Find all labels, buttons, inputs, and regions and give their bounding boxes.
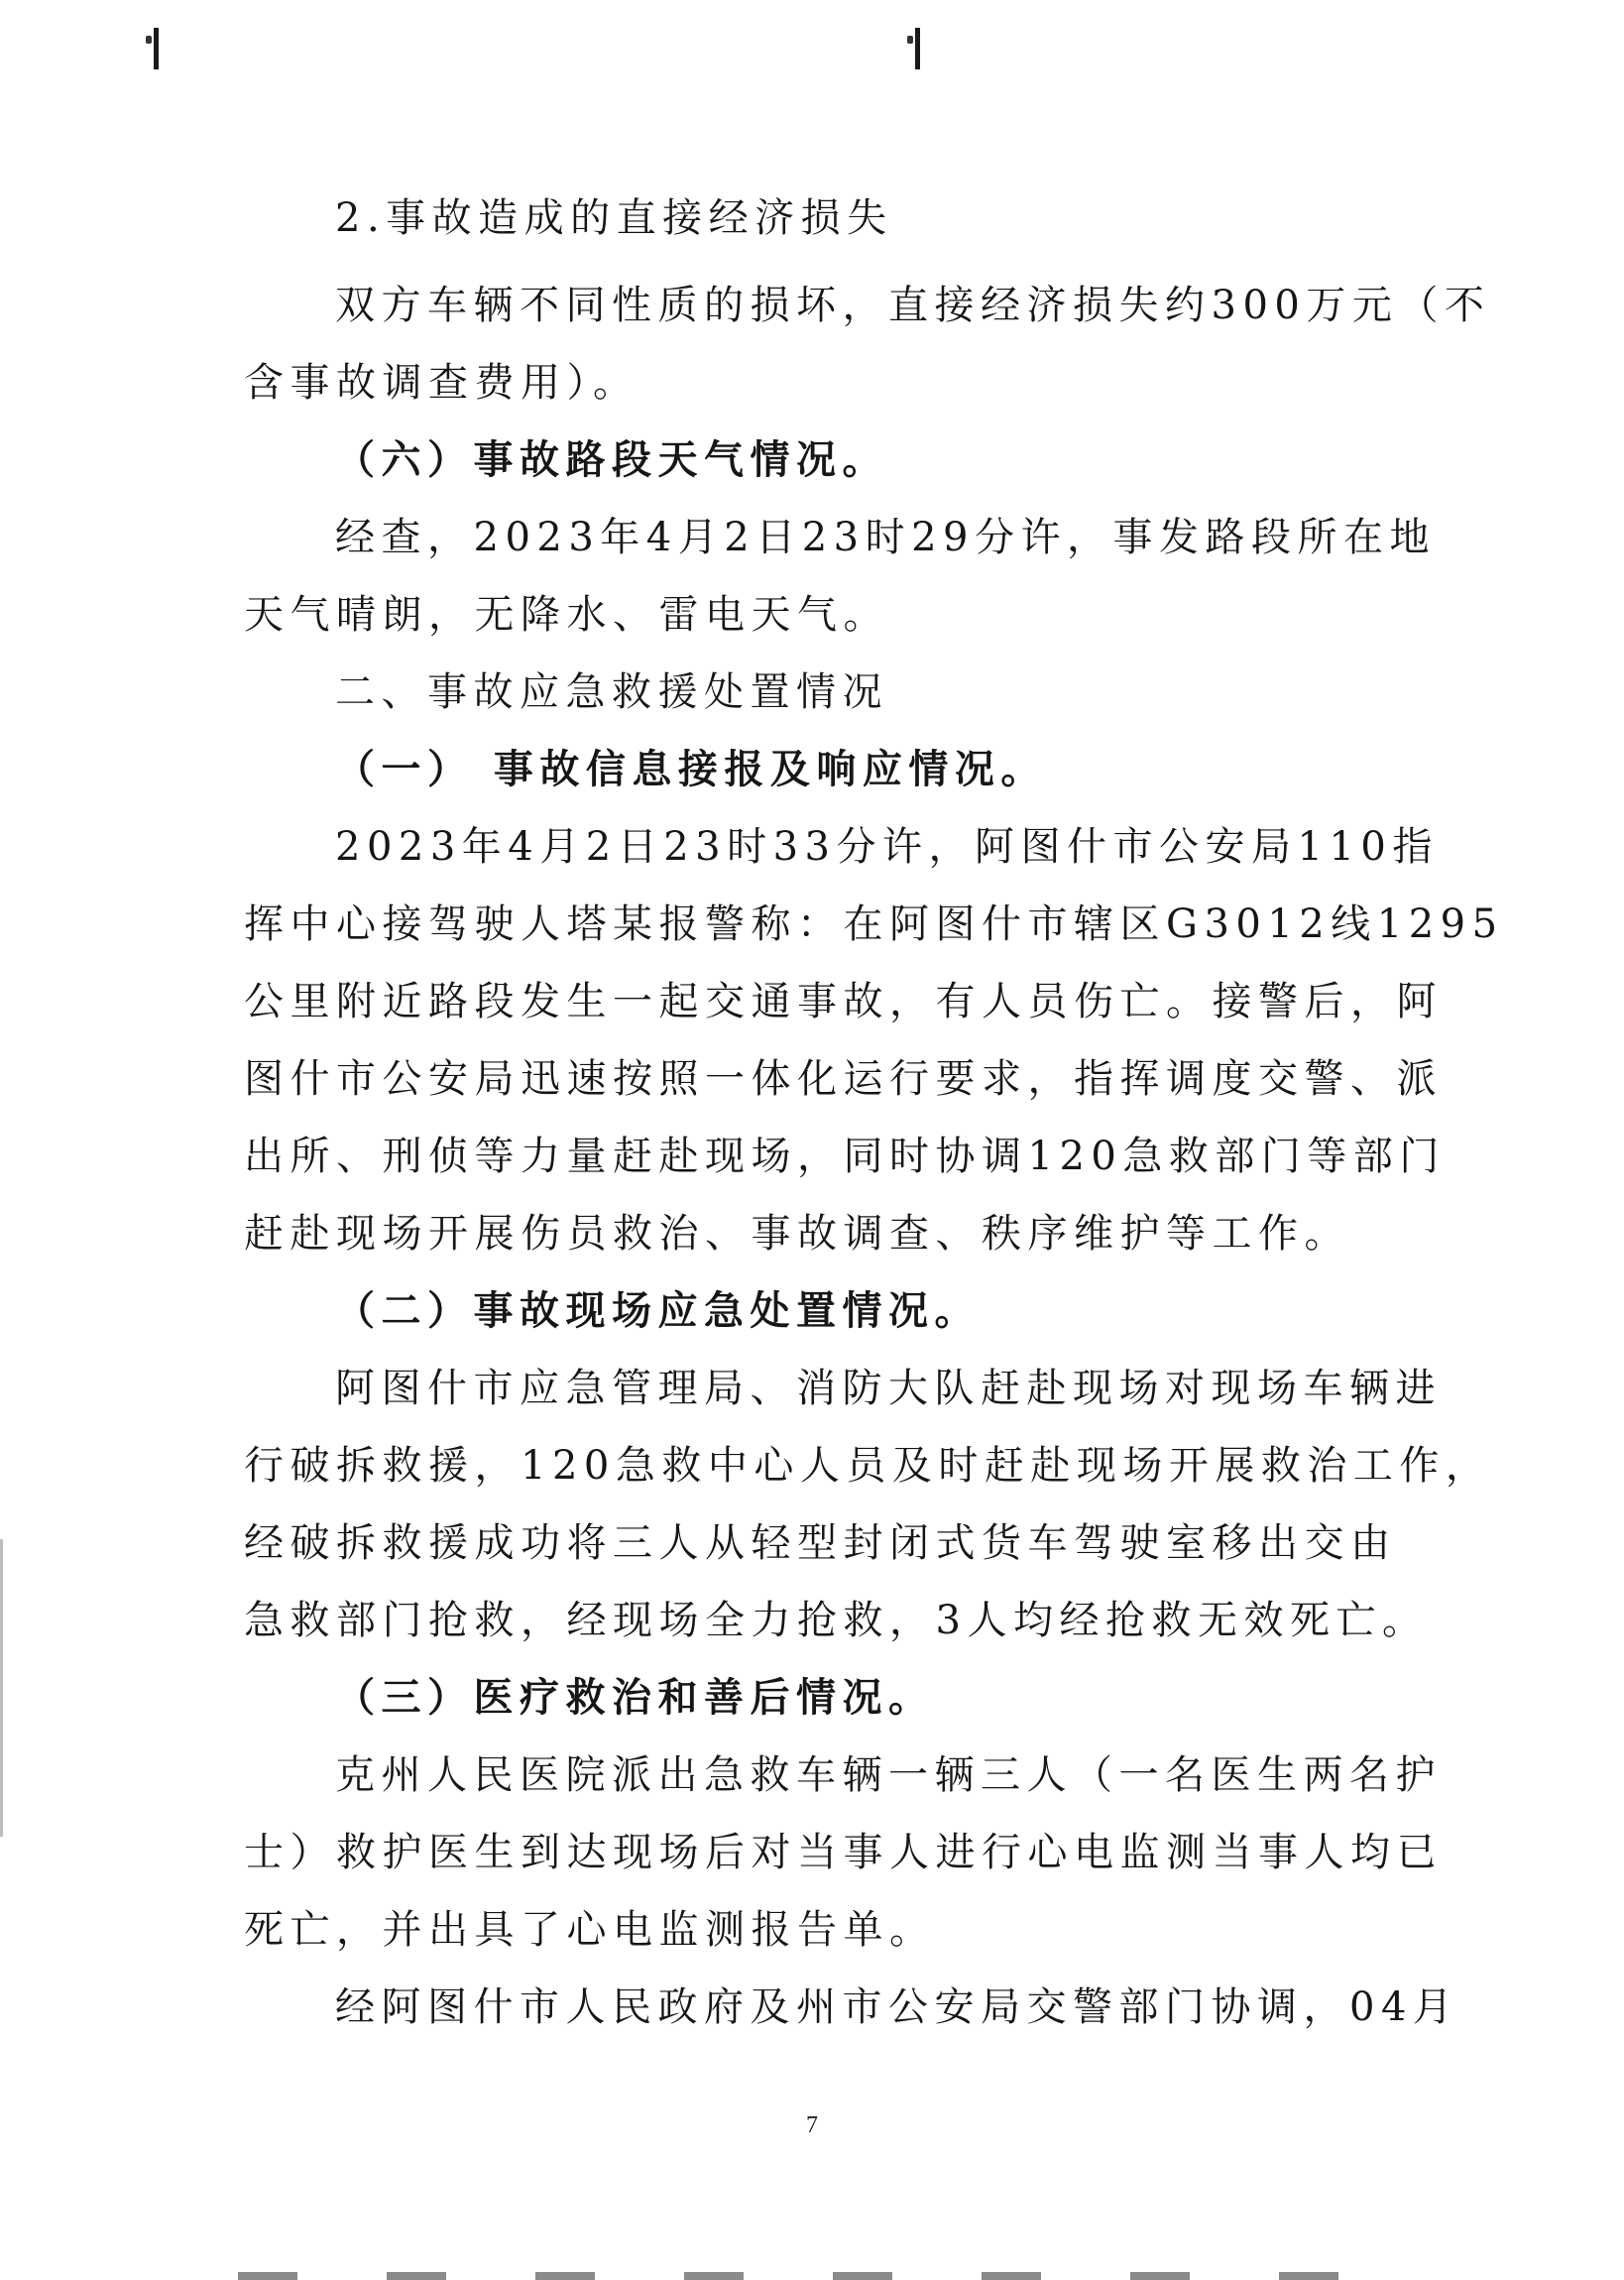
paragraph-line: 经阿图什市人民政府及州市公安局交警部门协调，04月: [335, 1984, 1459, 2030]
heading-scene-disposal: （二）事故现场应急处置情况。: [335, 1287, 981, 1334]
paragraph-line: 含事故调查费用）。: [244, 360, 639, 406]
paragraph-line: 天气晴朗，无降水、雷电天气。: [244, 592, 889, 638]
paragraph-line: 克州人民医院派出急救车辆一辆三人（一名医生两名护: [335, 1752, 1442, 1798]
paragraph-line: 经查，2023年4月2日23时29分许，事发路段所在地: [335, 515, 1436, 560]
heading-direct-economic-loss: 2.事故造成的直接经济损失: [335, 195, 893, 241]
paragraph-line: 公里附近路段发生一起交通事故，有人员伤亡。接警后，阿: [244, 979, 1443, 1024]
binding-hole-mark-center: [906, 26, 928, 71]
paragraph-line: 挥中心接驾驶人塔某报警称：在阿图什市辖区G3012线1295: [244, 901, 1504, 947]
paragraph-line: 死亡，并出具了心电监测报告单。: [244, 1907, 936, 1953]
paragraph-line: 2023年4月2日23时33分许，阿图什市公安局110指: [335, 824, 1439, 870]
scan-edge-shadow: [0, 1539, 3, 1837]
heading-medical-aftermath: （三）医疗救治和善后情况。: [335, 1674, 935, 1721]
binding-hole-mark-left: [145, 26, 167, 71]
paragraph-line: 阿图什市应急管理局、消防大队赶赴现场对现场车辆进: [335, 1366, 1442, 1411]
section-heading-emergency-rescue: 二、事故应急救援处置情况: [335, 669, 888, 715]
paragraph-line: 经破拆救援成功将三人从轻型封闭式货车驾驶室移出交由: [244, 1520, 1397, 1566]
next-page-bleed-through: [238, 2272, 1348, 2280]
heading-weather: （六）事故路段天气情况。: [335, 436, 888, 483]
paragraph-line: 士）救护医生到达现场后对当事人进行心电监测当事人均已: [244, 1830, 1443, 1875]
page-number: 7: [806, 2112, 818, 2138]
paragraph-line: 图什市公安局迅速按照一体化运行要求，指挥调度交警、派: [244, 1056, 1443, 1102]
paragraph-line: 急救部门抢救，经现场全力抢救，3人均经抢救无效死亡。: [244, 1598, 1429, 1643]
heading-info-report: （一） 事故信息接报及响应情况。: [335, 746, 1047, 792]
paragraph-line: 行破拆救援，120急救中心人员及时赶赴现场开展救治工作，: [244, 1443, 1492, 1489]
paragraph-line: 出所、刑侦等力量赶赴现场，同时协调120急救部门等部门: [244, 1134, 1446, 1179]
paragraph-line: 赶赴现场开展伤员救治、事故调查、秩序维护等工作。: [244, 1211, 1350, 1257]
paragraph-line: 双方车辆不同性质的损坏，直接经济损失约300万元（不: [335, 283, 1491, 328]
